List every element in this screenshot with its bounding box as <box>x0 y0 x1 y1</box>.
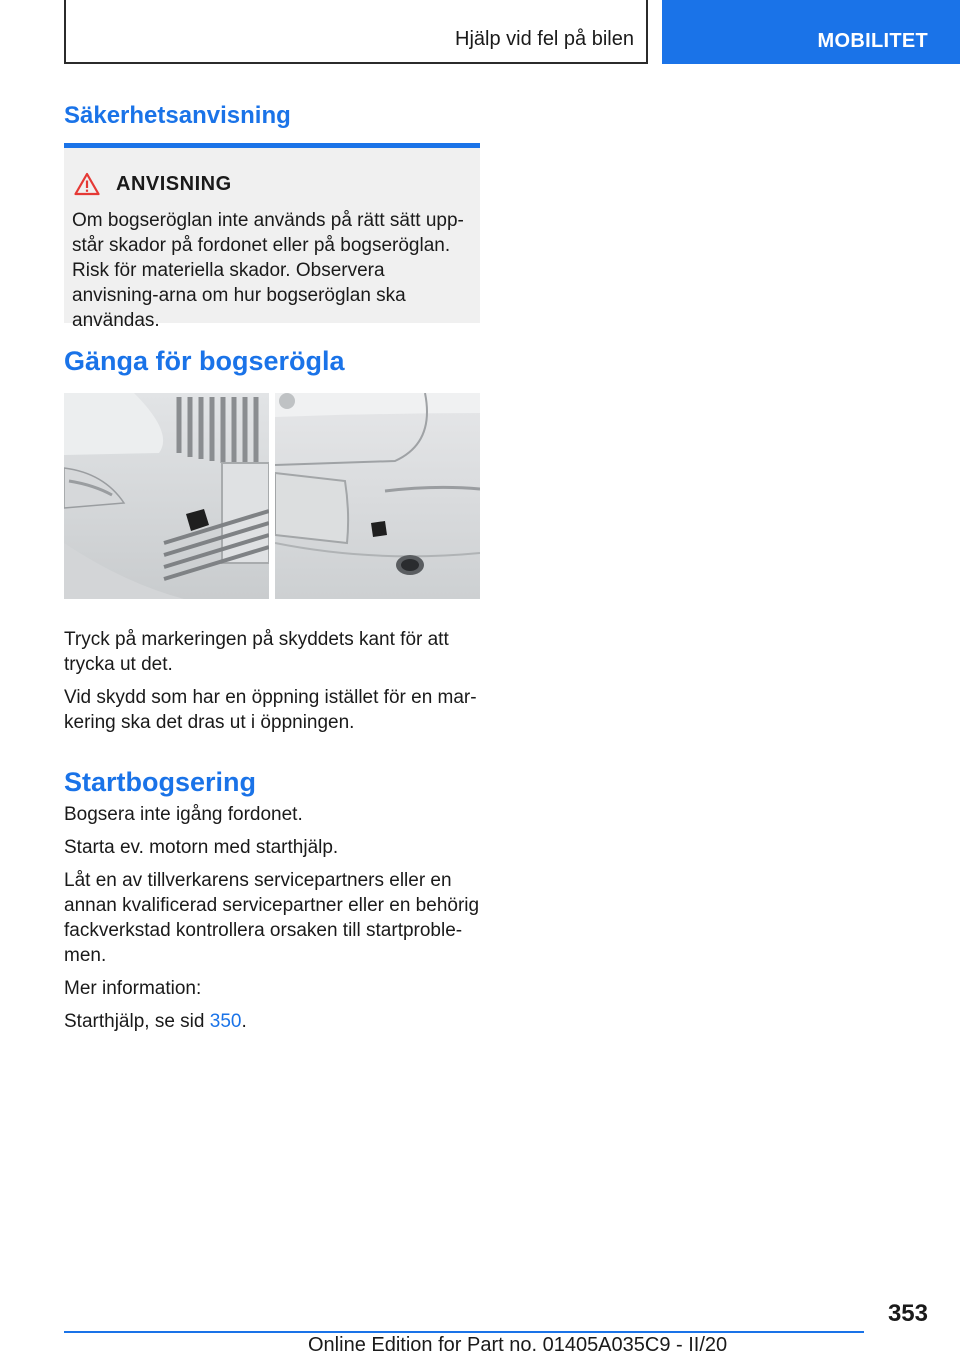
jumpstart-heading: Startbogsering <box>64 767 257 797</box>
jumpstart-paragraph-1: Bogsera inte igång fordonet. <box>64 804 303 825</box>
reference-suffix: . <box>241 1011 247 1032</box>
thread-paragraph-1: Tryck på markeringen på skyddets kant för att trycka ut det. <box>64 629 449 675</box>
tow-eye-photo <box>64 393 480 599</box>
reference-page-link[interactable]: 350 <box>209 1011 242 1032</box>
jumpstart-paragraph-2: Starta ev. motorn med starthjälp. <box>64 837 339 858</box>
jumpstart-section <box>64 767 480 1034</box>
footer-edition-text: Online Edition for Part no. 01405A035C9 - II/20 <box>308 1334 728 1356</box>
notice-label: ANVISNING <box>116 172 232 195</box>
reference-prefix: Starthjälp, se sid <box>64 1011 205 1032</box>
thread-paragraph-2: Vid skydd som har en öppning istället för en mar-kering ska det dras ut i öppningen. <box>64 687 477 733</box>
thread-heading: Gänga för bogserögla <box>64 346 345 376</box>
rear-bumper-image <box>275 393 480 599</box>
notice-header <box>74 172 232 196</box>
warning-triangle-icon <box>74 172 100 196</box>
thread-section <box>64 346 480 377</box>
chapter-tab-label: MOBILITET <box>817 30 928 52</box>
notice-box <box>64 143 480 331</box>
header-section-title: Hjälp vid fel på bilen <box>455 28 634 50</box>
jumpstart-paragraph-3: Låt en av tillverkarens servicepartners eller en annan kvalificerad servicepartner eller en behörig fackverkstad kontrollera orsaken till startproble-men. <box>64 870 480 966</box>
page-number: 353 <box>887 1300 928 1327</box>
jumpstart-paragraph-4: Mer information: <box>64 978 202 999</box>
safety-heading: Säkerhetsanvisning <box>64 102 291 129</box>
jumpstart-reference <box>64 1009 480 1034</box>
notice-text: Om bogseröglan inte används på rätt sätt upp-står skador på fordonet eller på bogseröglan. Risk för materiella skador. Observera anvisning-arna om hur bogseröglan ska användas. <box>72 210 464 331</box>
chapter-tab[interactable] <box>662 0 960 64</box>
footer-divider <box>64 1331 864 1333</box>
thread-body <box>64 627 480 735</box>
safety-section <box>64 102 480 130</box>
front-bumper-image <box>64 393 269 599</box>
header-section-box <box>64 0 648 64</box>
